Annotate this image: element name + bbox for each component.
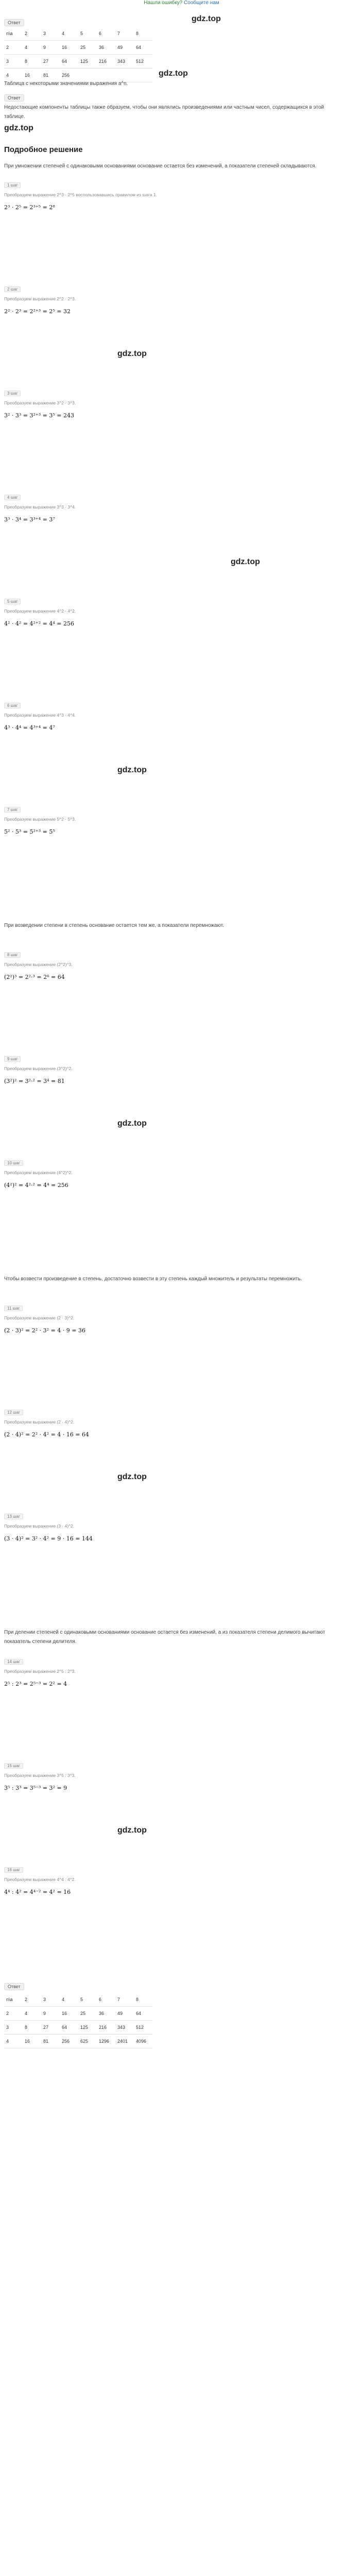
watermark: gdz.top	[117, 766, 147, 774]
answer-tag-2	[4, 93, 24, 102]
table-cell: 343	[115, 55, 134, 69]
table-cell: 125	[78, 2021, 97, 2035]
table-cell: 64	[60, 2021, 78, 2035]
table-cell: 9	[41, 41, 60, 55]
final-answer-label: Ответ	[4, 1983, 24, 1990]
watermark: gdz.top	[117, 1826, 147, 1835]
step-tag: 10 шаг	[4, 1160, 23, 1166]
table-cell: 6	[97, 27, 115, 41]
table-cell: 27	[41, 55, 60, 69]
step-formula: 4⁴ : 4² = 4⁴⁻² = 4² = 16	[4, 1889, 71, 1895]
step-note: Преобразуем выражение (4^2)^2.	[4, 1170, 73, 1175]
table-cell: 8	[134, 1993, 152, 2007]
table-cell: 64	[134, 41, 152, 55]
table-cell: 6	[97, 1993, 115, 2007]
rule-power-of-power: При возведении степени в степень основание остается тем же, а показатели перемножают.	[4, 923, 224, 928]
report-error-link[interactable]: Сообщите нам	[184, 0, 219, 6]
step-note: Преобразуем выражение (3 · 4)^2.	[4, 1523, 75, 1529]
step-tag: 9 шаг	[4, 1056, 21, 1062]
answer-tag-label: Ответ	[4, 19, 24, 26]
step-tag: 6 шаг	[4, 703, 21, 708]
table-cell: 5	[78, 27, 97, 41]
step-formula: (3 · 4)² = 3² · 4² = 9 · 16 = 144	[4, 1535, 93, 1542]
table-cell: 2	[23, 27, 41, 41]
table-cell: 216	[97, 55, 115, 69]
table-cell: 7	[115, 27, 134, 41]
step-note: Преобразуем выражение 2^3 · 2^5 воспользовавшись правилом из шага 1.	[4, 192, 157, 197]
section-heading: Подробное решение	[4, 145, 83, 154]
table-cell: 343	[115, 2021, 134, 2035]
table-cell: 36	[97, 41, 115, 55]
table-cell: 8	[134, 27, 152, 41]
step-tag: 1 шаг	[4, 182, 21, 188]
intro-text: Недостающие компоненты таблицы также образуем, чтобы они являлись произведениями или частным чисел, содержащихся в этой таблице.	[4, 105, 324, 120]
step-tag: 14 шаг	[4, 1659, 23, 1665]
table-cell: 3	[41, 1993, 60, 2007]
step-formula: 3² · 3³ = 3²⁺³ = 3⁵ = 243	[4, 412, 74, 419]
table-cell: 1296	[97, 2035, 115, 2048]
watermark: gdz.top	[117, 349, 147, 358]
table-cell: n\a	[4, 27, 23, 41]
table-cell: 125	[78, 55, 97, 69]
step-note: Преобразуем выражение 2^2 · 2^3.	[4, 296, 76, 301]
table-row	[4, 2007, 152, 2021]
watermark: gdz.top	[117, 1472, 147, 1481]
table-cell: 7	[115, 1993, 134, 2007]
table-row	[4, 1993, 152, 2007]
table-cell: 625	[78, 2035, 97, 2048]
step-note: Преобразуем выражение 4^4 : 4^2.	[4, 1877, 76, 1882]
report-error-prefix: Нашли ошибку?	[144, 0, 183, 6]
table-cell: 512	[134, 55, 152, 69]
watermark: gdz.top	[159, 69, 188, 78]
step-formula: (4²)² = 4²·² = 4⁴ = 256	[4, 1182, 68, 1189]
step-tag: 7 шаг	[4, 807, 21, 812]
table-cell: 49	[115, 2007, 134, 2021]
table-cell: 36	[97, 2007, 115, 2021]
table-cell: 8	[23, 55, 41, 69]
table-cell: 49	[115, 41, 134, 55]
table-cell: 4	[23, 41, 41, 55]
rule-product-power: Чтобы возвести произведение в степень, достаточно возвести в эту степень каждый множитель и результаты перемножить.	[4, 1276, 302, 1282]
table-cell: 25	[78, 2007, 97, 2021]
step-tag: 8 шаг	[4, 952, 21, 958]
final-powers-table	[4, 1993, 152, 2048]
powers-table	[4, 27, 152, 82]
table-row	[4, 55, 152, 69]
table-cell: 256	[60, 69, 78, 82]
step-formula: 4² · 4² = 4²⁺² = 4⁴ = 256	[4, 620, 74, 627]
step-tag: 13 шаг	[4, 1514, 23, 1519]
table-cell: 3	[4, 55, 23, 69]
step-tag: 5 шаг	[4, 599, 21, 604]
table-cell: 2	[23, 1993, 41, 2007]
step-formula: 4³ · 4⁴ = 4³⁺⁴ = 4⁷	[4, 724, 55, 731]
table-cell: 4	[23, 2007, 41, 2021]
step-note: Преобразуем выражение 3^3 · 3^4.	[4, 504, 76, 510]
step-tag: 11 шаг	[4, 1306, 23, 1311]
table-cell: 256	[60, 2035, 78, 2048]
step-tag: 2 шаг	[4, 286, 21, 292]
step-tag: 12 шаг	[4, 1410, 23, 1415]
step-formula: (2 · 3)² = 2² · 3² = 4 · 9 = 36	[4, 1327, 85, 1334]
step-formula: (3²)² = 3²·² = 3⁴ = 81	[4, 1078, 65, 1084]
table-cell: 16	[23, 2035, 41, 2048]
answer-tag-label: Ответ	[4, 94, 24, 101]
step-note: Преобразуем выражение (2^2)^3.	[4, 962, 73, 967]
table-cell: 216	[97, 2021, 115, 2035]
step-formula: 3⁵ : 3³ = 3⁵⁻³ = 3² = 9	[4, 1785, 67, 1791]
rule-multiplication: При умножении степеней с одинаковыми основаниями основание остается без изменений, а показатели степеней складываются.	[4, 163, 317, 169]
final-answer-tag	[4, 1981, 24, 1991]
table-cell: 9	[41, 2007, 60, 2021]
watermark: gdz.top	[4, 124, 33, 132]
rule-division: При делении степеней с одинаковыми основаниями основание остается без изменений, а из показателя степени делимого вычитают показатель степени делителя.	[4, 1630, 325, 1645]
report-error-bar	[0, 0, 363, 7]
table-cell: 16	[60, 2007, 78, 2021]
step-tag: 3 шаг	[4, 391, 21, 396]
table-cell: 3	[41, 27, 60, 41]
step-tag: 16 шаг	[4, 1867, 23, 1873]
table-cell: 2	[4, 41, 23, 55]
table-row	[4, 27, 152, 41]
step-formula: (2²)³ = 2²·³ = 2⁶ = 64	[4, 974, 65, 980]
step-tag: 15 шаг	[4, 1763, 23, 1769]
step-note: Преобразуем выражение (3^2)^2.	[4, 1066, 73, 1071]
table-cell: 4	[4, 69, 23, 82]
table-cell: 2401	[115, 2035, 134, 2048]
step-formula: 2² · 2³ = 2²⁺³ = 2⁵ = 32	[4, 308, 71, 315]
table-cell: 4	[60, 27, 78, 41]
table-cell: 64	[134, 2007, 152, 2021]
table-cell: 512	[134, 2021, 152, 2035]
table-cell: 25	[78, 41, 97, 55]
step-note: Преобразуем выражение 3^5 : 3^3.	[4, 1773, 76, 1778]
step-note: Преобразуем выражение (2 · 4)^2.	[4, 1419, 75, 1425]
table-cell: 4	[60, 1993, 78, 2007]
watermark: gdz.top	[192, 14, 221, 23]
step-note: Преобразуем выражение 4^2 · 4^2.	[4, 608, 76, 614]
watermark: gdz.top	[117, 1119, 147, 1128]
step-note: Преобразуем выражение (2 · 3)^2.	[4, 1315, 75, 1320]
table-row	[4, 41, 152, 55]
table-cell: 8	[23, 2021, 41, 2035]
step-note: Преобразуем выражение 4^3 · 4^4.	[4, 713, 76, 718]
table-cell: 81	[41, 69, 60, 82]
step-note: Преобразуем выражение 5^2 · 5^3.	[4, 817, 76, 822]
table-row	[4, 2021, 152, 2035]
answer-tag-1	[4, 18, 24, 27]
table-cell: 5	[78, 1993, 97, 2007]
step-tag: 4 шаг	[4, 495, 21, 500]
table-cell: 4096	[134, 2035, 152, 2048]
step-formula: 3³ · 3⁴ = 3³⁺⁴ = 3⁷	[4, 516, 55, 523]
table-row	[4, 2035, 152, 2048]
table-cell: n\a	[4, 1993, 23, 2007]
step-formula: 2⁵ : 2³ = 2⁵⁻³ = 2² = 4	[4, 1681, 67, 1687]
table-cell: 64	[60, 55, 78, 69]
table-cell: 27	[41, 2021, 60, 2035]
step-formula: (2 · 4)² = 2² · 4² = 4 · 16 = 64	[4, 1431, 89, 1438]
table-caption: Таблица с некоторыми значениями выражения a^n.	[4, 81, 128, 87]
step-note: Преобразуем выражение 3^2 · 3^3.	[4, 400, 76, 405]
step-note: Преобразуем выражение 2^5 : 2^3.	[4, 1669, 76, 1674]
table-cell: 81	[41, 2035, 60, 2048]
table-cell: 16	[23, 69, 41, 82]
step-formula: 5² · 5³ = 5²⁺³ = 5⁵	[4, 828, 55, 835]
step-formula: 2³ · 2⁵ = 2³⁺⁵ = 2⁸	[4, 204, 55, 211]
table-cell: 16	[60, 41, 78, 55]
watermark: gdz.top	[231, 557, 260, 566]
table-cell: 4	[4, 2035, 23, 2048]
table-cell: 3	[4, 2021, 23, 2035]
table-cell: 2	[4, 2007, 23, 2021]
